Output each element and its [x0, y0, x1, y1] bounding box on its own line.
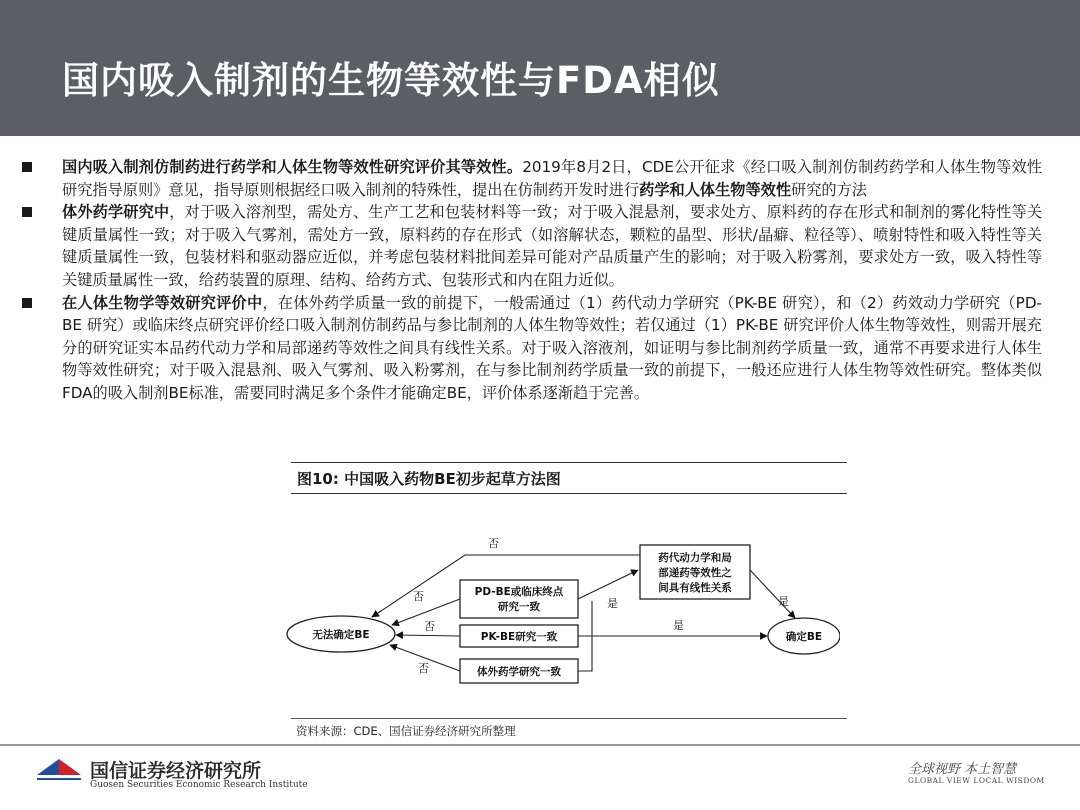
- paragraph-1-lead: 国内吸入制剂仿制药进行药学和人体生物等效性研究评价其等效性。: [62, 158, 523, 176]
- paragraph-1-text-2: 和: [669, 180, 685, 199]
- bullet-icon: [22, 207, 32, 217]
- edge-linear-no-label: 否: [488, 537, 499, 550]
- org-name: 国信证券经济研究所: [90, 760, 262, 782]
- slogan-en: GLOBAL VIEW LOCAL WISDOM: [908, 776, 1045, 785]
- paragraph-2-lead: 体外药学研究中: [62, 203, 170, 222]
- node-pk-pd-linear-label-3: 间具有线性关系: [658, 582, 732, 594]
- node-pk-pd-linear-label-1: 药代动力学和局: [658, 552, 732, 564]
- bullet-icon: [22, 162, 32, 172]
- body-content: [22, 156, 1042, 405]
- figure-title-bar: [291, 462, 847, 494]
- edge-pk-no-label: 否: [424, 620, 435, 633]
- figure-title: 图10: 中国吸入药物BE初步起草方法图: [297, 470, 561, 488]
- guosen-logo-icon: [35, 755, 83, 787]
- node-pk-be-label: PK-BE研究一致: [480, 631, 558, 643]
- node-pd-be-label-2: 研究一致: [498, 601, 540, 613]
- node-confirm-be-label: 确定BE: [785, 631, 823, 643]
- edge-pd-yes-label: 是: [607, 597, 618, 610]
- slogan-cn: 全球视野 本土智慧: [908, 762, 1017, 777]
- page-title: 国内吸入制剂的生物等效性与FDA相似: [62, 59, 720, 102]
- paragraph-2-text: ，对于吸入溶剂型，需处方、生产工艺和包装材料等一致；对于吸入混悬剂，要求处方、原料药的存在形式和制剂的雾化特性等关键质量属性一致；对于吸入气雾剂，需处方一致，原料药的存在形式（如溶解状态，颗粒的晶型、形状/晶癖、粒径等）、喷射特性和吸入特性等关键质量属性一致，包装材料和驱动器应近似，并考虑包装材料批间差异可能对产品质量产生的影响；对于吸入粉雾剂，要求处方一致，吸入特性等关键质量属性一致，给药装置的原理、结构、给药方式、包装形式和内在阻力近似。: [62, 203, 1043, 289]
- paragraph-1-text-1: 2019年8月2日，CDE公开征求《经口吸入制剂仿制药药学和人体生物等效性研究指导原则》意见，指导原则根据经口吸入制剂的特殊性，提出在仿制药开发时进行: [62, 158, 1043, 199]
- header-banner: [0, 0, 1080, 136]
- paragraph-1-text-3: 研究的方法: [791, 180, 867, 199]
- paragraph-3: [22, 292, 1042, 405]
- edge-pk-no: [396, 635, 460, 636]
- edge-linear-yes: [750, 570, 795, 618]
- paragraph-1-bold-mid-2: 人体生物等效性: [684, 180, 791, 199]
- node-pd-be-label-1: PD-BE或临床终点: [474, 586, 564, 598]
- footer-divider: [0, 744, 1080, 746]
- paragraph-2: [22, 201, 1042, 291]
- node-pk-pd-linear-label-2: 部递药等效性之: [658, 567, 732, 579]
- paragraph-3-text: ，在体外药学质量一致的前提下，一般需通过（1）药代动力学研究（PK-BE 研究），和（2）药效动力学研究（PD-BE 研究）或临床终点研究评价经口吸入制剂仿制药品与参比制剂的人体生物等效性；若仅通过（1）PK-BE 研究评价人体生物等效性，则需开展充分的研究证实本品药代动力学和局部递药等效性之间具有线性关系。对于吸入溶液剂，如证明与参比制剂药学质量一致，通常不再要求进行人体生物等效性研究；对于吸入混悬剂、吸入气雾剂、吸入粉雾剂，在与参比制剂药学质量一致的前提下，一般还应进行人体生物等效性研究。整体类似FDA的吸入制剂BE标准，需要同时满足多个条件才能确定BE，评价体系逐渐趋于完善。: [62, 293, 1042, 402]
- figure-source: 资料来源：CDE、国信证券经济研究所整理: [296, 724, 516, 738]
- node-cannot-confirm-be-label: 无法确定BE: [312, 629, 370, 641]
- node-in-vitro-label: 体外药学研究一致: [477, 666, 561, 678]
- be-flow-diagram: [280, 525, 840, 700]
- paragraph-1-bold-mid-1: 药学: [639, 180, 670, 199]
- org-name-en: Guosen Securities Economic Research Institute: [90, 780, 308, 790]
- paragraph-3-lead: 在人体生物学等效研究评价中: [62, 293, 263, 312]
- edge-pk-yes-label: 是: [673, 619, 684, 632]
- edge-linear-yes-label: 是: [778, 595, 789, 608]
- edge-pd-no-label: 否: [413, 590, 424, 603]
- edge-pd-yes: [578, 570, 638, 599]
- source-divider: [291, 718, 847, 719]
- paragraph-1: [22, 156, 1042, 201]
- edge-invitro-no-label: 否: [418, 662, 429, 675]
- bullet-icon: [22, 298, 32, 308]
